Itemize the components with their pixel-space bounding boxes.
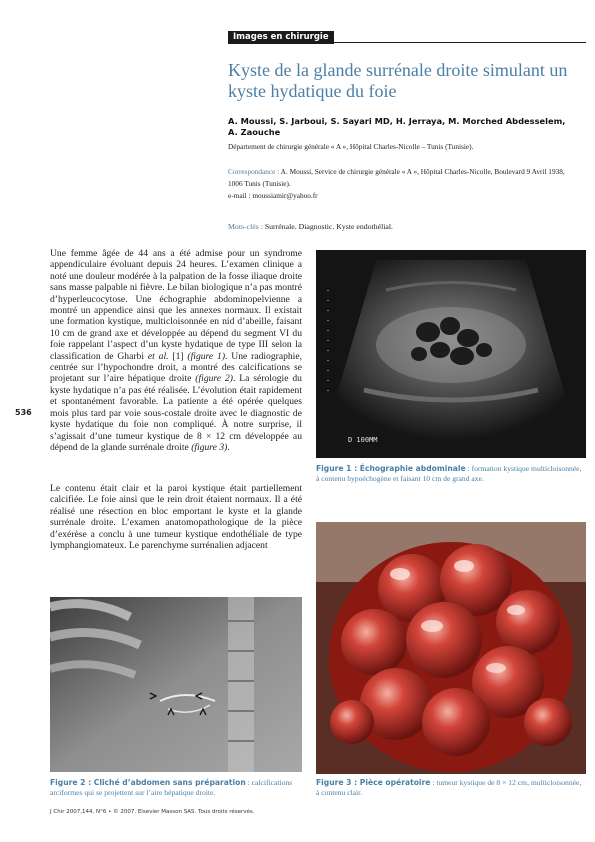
ultrasound-graphic (316, 250, 586, 458)
author-list: A. Moussi, S. Jarboui, S. Sayari MD, H. Jerraya, M. Morched Abdesselem, A. Zaouche (228, 116, 566, 137)
figure-1-label: Figure 1 : Échographie abdominale (316, 464, 466, 473)
body-text-run: . La sérologie du kyste hydatique n’a pas été réalisée. L’évolution était rapidement et spontanément favorable. La patiente a été opérée quelques mois plus tard par voie sous-costale droite avec le diagnostic de kyste hydatique du foie non compliqué. À notre surprise, il s’agissait d’une tumeur kystique de 8 × 12 cm développée au dépend de la glande surrénale droite (50, 373, 302, 453)
page-number: 536 (15, 408, 32, 417)
keywords-label: Mots-clés : (228, 222, 263, 231)
ultrasound-scale-label: D 100MM (348, 436, 378, 444)
affiliation: Département de chirurgie générale « A », Hôpital Charles-Nicolle – Tunis (Tunisie). (228, 142, 474, 151)
body-text-run: . Une radiographie, centrée sur l’hypochondre droit, a montré des calcifications se projetant sur l’aire hépatique droite (50, 350, 302, 385)
correspondence-label: Correspondance : (228, 167, 280, 176)
keywords-text: Surrénale. Diagnostic. Kyste endothélial. (262, 222, 394, 231)
xray-image (50, 597, 302, 772)
figure-3-label: Figure 3 : Pièce opératoire (316, 778, 431, 787)
keywords (228, 222, 578, 232)
figure-1-ref[interactable]: (figure 1) (187, 350, 226, 362)
figure-2-caption (50, 778, 302, 797)
operative-specimen-photo (316, 522, 586, 774)
correspondence-text: A. Moussi, Service de chirurgie générale « A », Hôpital Charles-Nicolle, Boulevard 9 Avril 1938, 1006 Tunis (Tunisie). (228, 167, 565, 188)
body-text-run: Une femme âgée de 44 ans a été admise pour un syndrome appendiculaire évoluant depuis 24 heures. L’examen clinique a noté une douleur modérée à la palpation de la fosse iliaque droite sans masse palpable ni fièvre. Le bilan biologique n’a pas montré d’hyperleucocytose. Une échographie abdominopelvienne a montré un appendice ainsi que les annexes normaux. Il existait une formation kystique, multicloisonnée en nid d’abeille, faisant 10 cm de grand axe et développée au dépend du segment VI du foie rappelant l’aspect d’un kyste hydatique de type III selon la classification de Gharbi (50, 248, 302, 362)
figure-2-text: : calcifications arciformes qui se projettent sur l’aire hépatique droite. (50, 778, 293, 797)
etal-italic: et al. (147, 350, 169, 362)
journal-footer: J Chir 2007,144, N°6 • © 2007. Elsevier Masson SAS. Tous droits réservés. (50, 809, 255, 815)
figure-2-label: Figure 2 : Cliché d’abdomen sans préparation (50, 778, 246, 787)
section-tag: Images en chirurgie (228, 31, 334, 44)
correspondence (228, 166, 574, 190)
figure-2-ref[interactable]: (figure 2) (195, 373, 233, 385)
ultrasound-image (316, 250, 586, 458)
body-text-run: . (227, 441, 230, 453)
figure-3-caption (316, 778, 584, 797)
specimen-graphic (316, 522, 586, 774)
citation-ref: [1] (168, 350, 188, 362)
figure-1-caption (316, 464, 584, 483)
article-title: Kyste de la glande surrénale droite simulant un kyste hydatique du foie (228, 60, 568, 101)
figure-3-text: : tumeur kystique de 8 × 12 cm, multicloisonnée, à contenu clair. (316, 778, 582, 797)
xray-graphic (50, 597, 302, 772)
body-paragraph-2: Le contenu était clair et la paroi kystique était partiellement calcifiée. Le foie ainsi que le rein droit étaient normaux. Il a été réalisé une résection en bloc emportant le kyste et la glande surrénale droite. L’examen anatomopathologique de la pièce d’exérèse a conclu à une tumeur kystique endothéliale de type lymphangiomateux. Le parenchyme surrénalien adjacent (50, 483, 302, 552)
email-address[interactable]: e-mail : moussiamir@yahoo.fr (228, 191, 318, 200)
section-rule (330, 42, 586, 43)
figure-1-text: : formation kystique multicloisonnée, à contenu hypoéchogène et faisant 10 cm de grand axe. (316, 464, 582, 483)
body-paragraph-1 (50, 248, 302, 453)
figure-3-ref[interactable]: (figure 3) (191, 441, 228, 453)
